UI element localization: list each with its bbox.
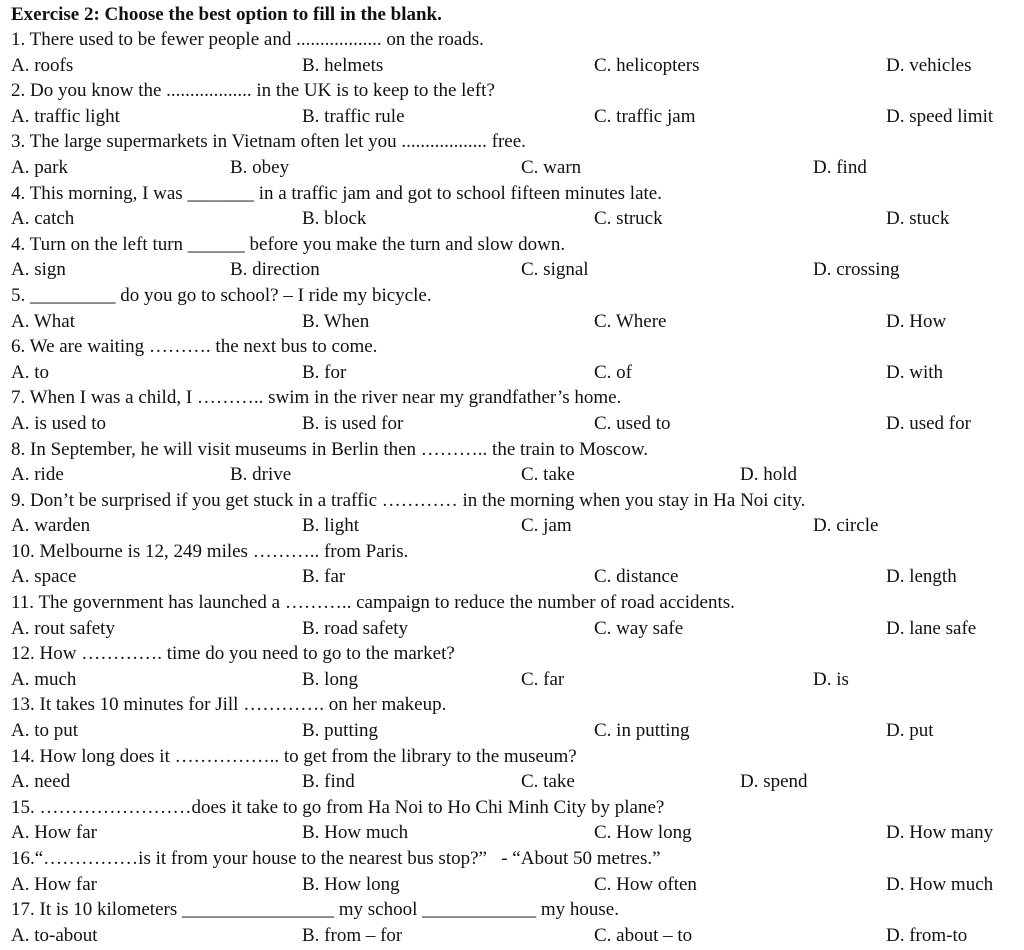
option-a: A. sign — [11, 259, 66, 281]
option-d: D. spend — [740, 771, 808, 793]
option-a: A. How far — [11, 873, 98, 895]
option-c: C. way safe — [594, 617, 684, 639]
options-12 — [11, 667, 1021, 693]
option-d: D. How many — [886, 822, 994, 844]
option-d: D. How much — [886, 873, 994, 895]
question-13: 13. It takes 10 minutes for Jill …………. on her makeup. — [11, 694, 447, 716]
option-a: A. much — [11, 668, 77, 690]
option-d: D. is — [813, 668, 849, 690]
option-a: A. need — [11, 771, 71, 793]
options-15 — [11, 820, 1021, 846]
question-3: 3. The large supermarkets in Vietnam often let you .................. free. — [11, 131, 526, 153]
option-a: A. rout safety — [11, 617, 115, 639]
option-a: A. to put — [11, 720, 79, 742]
option-b: B. is used for — [302, 412, 404, 434]
option-c: C. distance — [594, 566, 679, 588]
option-d: D. speed limit — [886, 105, 994, 127]
option-d: D. How — [886, 310, 947, 332]
options-5 — [11, 309, 1021, 335]
option-b: B. When — [302, 310, 370, 332]
option-b: B. from – for — [302, 924, 403, 946]
option-b: B. block — [302, 208, 367, 230]
question-5: 5. _________ do you go to school? – I ride my bicycle. — [11, 284, 432, 306]
option-a: A. How far — [11, 822, 98, 844]
question-11: 11. The government has launched a ……….. campaign to reduce the number of road accidents. — [11, 592, 735, 614]
option-c: C. warn — [521, 156, 582, 178]
option-c: C. about – to — [594, 924, 693, 946]
option-c: C. traffic jam — [594, 105, 696, 127]
option-b: B. obey — [230, 156, 290, 178]
option-d: D. length — [886, 566, 957, 588]
question-14: 14. How long does it …………….. to get from the library to the museum? — [11, 745, 577, 767]
question-1: 1. There used to be fewer people and .................. on the roads. — [11, 29, 484, 50]
options-17 — [11, 923, 1021, 949]
exercise-sheet — [11, 0, 1021, 948]
options-10 — [11, 564, 1021, 590]
question-15: 15. ……………………does it take to go from Ha Noi to Ho Chi Minh City by plane? — [11, 796, 665, 818]
option-d: D. put — [886, 720, 934, 742]
option-d: D. circle — [813, 515, 879, 537]
option-a: A. to — [11, 361, 49, 383]
options-3 — [11, 155, 1021, 181]
option-d: D. used for — [886, 412, 971, 434]
option-a: A. What — [11, 310, 76, 332]
option-d: D. find — [813, 156, 867, 178]
option-b: B. How much — [302, 822, 409, 844]
option-b: B. for — [302, 361, 347, 383]
option-d: D. lane safe — [886, 617, 977, 639]
option-b: B. drive — [230, 464, 292, 486]
question-9: 9. Don’t be surprised if you get stuck in a traffic ………… in the morning when you stay in Ha Noi city. — [11, 489, 806, 511]
options-7 — [11, 411, 1021, 437]
option-a: A. traffic light — [11, 105, 120, 127]
options-14 — [11, 769, 1021, 795]
option-a: A. roofs — [11, 54, 74, 76]
question-10: 10. Melbourne is 12, 249 miles ……….. from Paris. — [11, 540, 409, 562]
option-b: B. direction — [230, 259, 320, 281]
option-c: C. struck — [594, 208, 663, 230]
option-c: C. used to — [594, 412, 671, 434]
options-16 — [11, 872, 1021, 898]
options-9 — [11, 513, 1021, 539]
question-8: 8. In September, he will visit museums in Berlin then ……….. the train to Moscow. — [11, 438, 649, 460]
option-a: A. space — [11, 566, 77, 588]
option-b: B. find — [302, 771, 355, 793]
option-b: B. helmets — [302, 54, 384, 76]
options-11 — [11, 616, 1021, 642]
option-c: C. How often — [594, 873, 697, 895]
option-b: B. light — [302, 515, 360, 537]
option-b: B. far — [302, 566, 346, 588]
options-8 — [11, 462, 1021, 488]
option-c: C. take — [521, 771, 575, 793]
options-1 — [11, 53, 1021, 79]
option-c: C. Where — [594, 310, 667, 332]
option-d: D. hold — [740, 464, 797, 486]
option-b: B. road safety — [302, 617, 409, 639]
options-2 — [11, 104, 1021, 130]
option-d: D. with — [886, 361, 943, 383]
question-6: 6. We are waiting ………. the next bus to come. — [11, 336, 378, 358]
options-4b — [11, 257, 1021, 283]
question-4b: 4. Turn on the left turn ______ before you make the turn and slow down. — [11, 233, 566, 255]
option-c: C. signal — [521, 259, 589, 281]
option-b: B. traffic rule — [302, 105, 405, 127]
option-c: C. jam — [521, 515, 572, 537]
question-7: 7. When I was a child, I ……….. swim in the river near my grandfather’s home. — [11, 387, 622, 409]
question-17: 17. It is 10 kilometers ________________ my school ____________ my house. — [11, 899, 619, 921]
option-b: B. long — [302, 668, 358, 690]
option-c: C. helicopters — [594, 54, 700, 76]
question-4a: 4. This morning, I was _______ in a traffic jam and got to school fifteen minutes late. — [11, 182, 662, 204]
option-a: A. warden — [11, 515, 91, 537]
option-b: B. How long — [302, 873, 400, 895]
option-c: C. take — [521, 464, 575, 486]
options-13 — [11, 718, 1021, 744]
option-d: D. stuck — [886, 208, 950, 230]
option-b: B. putting — [302, 720, 379, 742]
exercise-title: Exercise 2: Choose the best option to fill in the blank. — [11, 4, 442, 25]
option-d: D. from-to — [886, 924, 968, 946]
question-16: 16.“……………is it from your house to the nearest bus stop?” - “About 50 metres.” — [11, 848, 661, 869]
option-a: A. park — [11, 156, 68, 178]
option-d: D. crossing — [813, 259, 900, 281]
option-c: C. far — [521, 668, 565, 690]
option-a: A. ride — [11, 464, 64, 486]
option-c: C. in putting — [594, 720, 690, 742]
option-a: A. is used to — [11, 412, 106, 434]
option-a: A. to-about — [11, 924, 98, 946]
question-2: 2. Do you know the .................. in the UK is to keep to the left? — [11, 80, 495, 102]
option-a: A. catch — [11, 208, 75, 230]
option-c: C. How long — [594, 822, 692, 844]
option-c: C. of — [594, 361, 632, 383]
option-d: D. vehicles — [886, 54, 972, 76]
question-12: 12. How …………. time do you need to go to the market? — [11, 643, 455, 665]
options-4a — [11, 206, 1021, 232]
options-6 — [11, 360, 1021, 386]
